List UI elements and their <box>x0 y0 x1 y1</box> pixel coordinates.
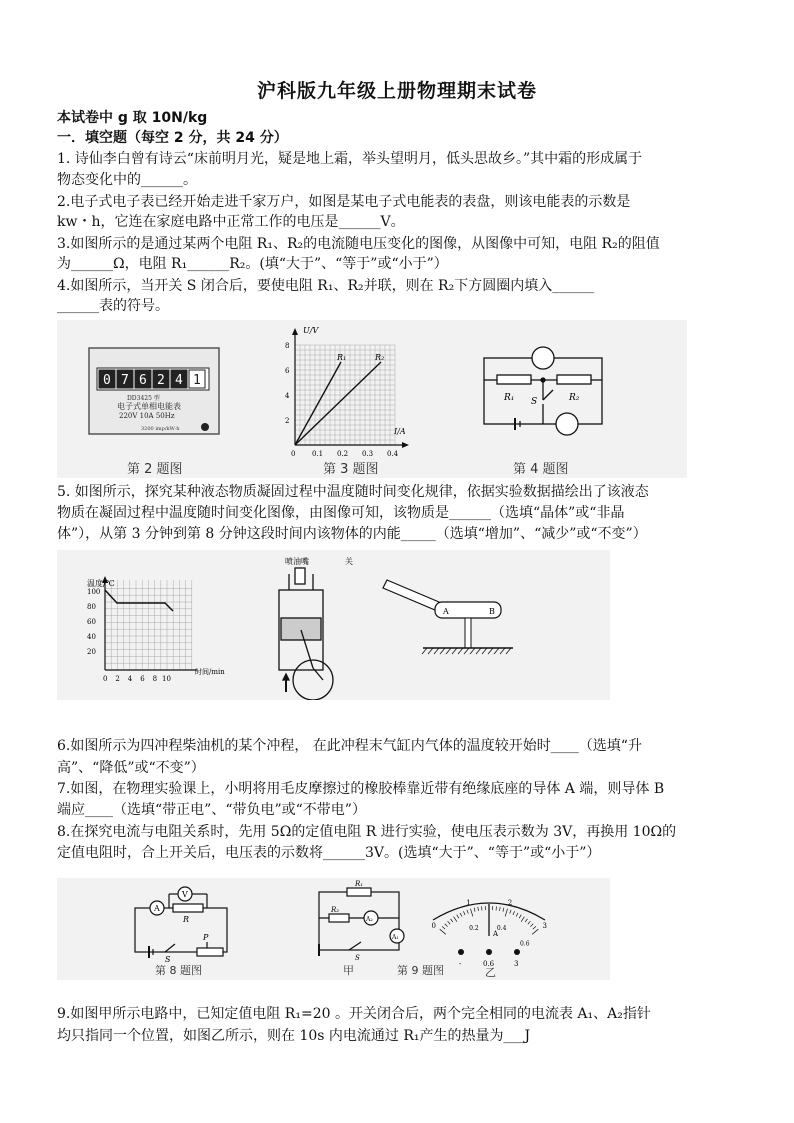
temp-ytick: 60 <box>87 618 96 626</box>
ammeter-scale-label: 3 <box>542 922 547 931</box>
graph3-xtick: 0 <box>291 450 296 458</box>
q1-line-2: 物态变化中的______。 <box>57 172 197 188</box>
exam-note: 本试卷中 g 取 10N/kg <box>57 110 208 126</box>
q4-line-1: 4.如图所示，当开关 S 闭合后，要使电阻 R₁、R₂并联，则在 R₂下方圆圈内填入______ <box>57 278 595 294</box>
meter-digit: 4 <box>175 373 183 388</box>
q9-line-1: 9.如图甲所示电路中，已知定值电阻 R₁=20 。开关闭合后，两个完全相同的电流表 A₁、A₂指针 <box>57 1006 651 1022</box>
series-line-r1 <box>295 362 341 445</box>
q3-line-2: 为______Ω，电阻 R₁______R₂。(填“大于”、“等于”或“小于”） <box>57 256 448 272</box>
circuit9-a1: A₁ <box>392 934 399 941</box>
ammeter-subscale-label: 0.2 <box>469 925 479 933</box>
circuit-fig8 <box>135 887 227 958</box>
figures-row-3 <box>57 878 610 980</box>
caption-fig4: 第 4 题图 <box>513 462 569 477</box>
temp-ytick: 20 <box>87 648 96 656</box>
conductor-end-a: A <box>443 607 449 616</box>
temp-xtick: 8 <box>152 675 158 683</box>
meter-digit: 0 <box>103 373 111 388</box>
graph3-xtick: 0.1 <box>312 450 324 458</box>
circuit8-switch: S <box>165 955 171 964</box>
ammeter-scale-label: 2 <box>507 899 513 908</box>
graph3-xtick: 0.2 <box>337 450 349 458</box>
conductor-rod-figure <box>383 580 513 654</box>
graph3-ytick: 6 <box>285 367 290 375</box>
engine-label: 喷油嘴 <box>285 557 309 566</box>
temp-xtick: 2 <box>115 675 120 683</box>
ammeter-subscale-label: 0.4 <box>496 925 507 933</box>
q5-line-1: 5. 如图所示，探究某种液态物质凝固过程中温度随时间变化规律，依据实验数据描绘出了该液态 <box>57 484 649 500</box>
graph3-ylabel: U/V <box>303 326 319 335</box>
engine-label-2: 关 <box>345 557 353 566</box>
graph3-xtick: 0.3 <box>362 450 374 458</box>
energy-meter-figure <box>89 348 219 477</box>
meter-digit: 6 <box>139 373 147 388</box>
temp-ytick: 40 <box>87 633 96 641</box>
circuit9-a2: A₂ <box>366 916 373 923</box>
temp-xlabel: 时间/min <box>195 668 225 676</box>
temp-ylabel: 温度/℃ <box>87 579 115 588</box>
meter-model: DD3425 型 <box>127 395 160 402</box>
terminal-3: 3 <box>514 960 519 968</box>
series-line-r2 <box>295 362 381 445</box>
ammeter-subscale-label: 0.6 <box>519 940 530 948</box>
meter-digit: 2 <box>157 373 165 388</box>
temp-ytick: 80 <box>87 603 96 611</box>
temp-xtick: 0 <box>103 675 108 683</box>
q1-line-1: 1. 诗仙李白曾有诗云“床前明月光，疑是地上霜，举头望明月，低头思故乡。”其中霜的形成属于 <box>57 151 643 167</box>
terminal-neg: - <box>459 960 462 968</box>
terminal-06: 0.6 <box>483 960 495 968</box>
temp-xtick: 10 <box>162 675 171 683</box>
temperature-graph <box>87 576 225 683</box>
q5-line-2: 物质在凝固过程中温度随时间变化图像，由图像可知，该物质是______（选填“晶体”或“非晶 <box>57 505 625 521</box>
q4-line-2: ______表的符号。 <box>57 298 169 314</box>
ui-graph-figure <box>285 326 409 477</box>
q2-line-2: kw・h，它连在家庭电路中正常工作的电压是______V。 <box>57 214 405 230</box>
caption-fig3: 第 3 题图 <box>323 462 379 477</box>
meter-spec: 220V 10A 50Hz <box>119 412 175 420</box>
figures-row-1 <box>57 320 687 478</box>
circuit8-ammeter: A <box>154 904 160 913</box>
temp-xtick: 6 <box>140 675 145 683</box>
meter-name: 电子式单相电能表 <box>117 402 181 411</box>
q3-line-1: 3.如图所示的是通过某两个电阻 R₁、R₂的电流随电压变化的图像，从图像中可知，电阻 R₂的阻值 <box>57 236 660 252</box>
section-heading: 一．填空题（每空 2 分，共 24 分） <box>57 130 288 146</box>
conductor-end-b: B <box>489 607 495 616</box>
q7-line-1: 7.如图，在物理实验课上，小明将用毛皮摩擦过的橡胶棒靠近带有绝缘底座的导体 A 端，则导体 B <box>57 781 665 797</box>
q9-line-2: 均只指同一个位置，如图乙所示，则在 10s 内电流通过 R₁产生的热量为___J <box>57 1028 531 1044</box>
figures-row-2 <box>57 550 610 700</box>
circuit8-slider: P <box>203 933 209 942</box>
ammeter-scale-label: 1 <box>466 899 471 908</box>
q8-line-1: 8.在探究电流与电阻关系时，先用 5Ω的定值电阻 R 进行实验，使电压表示数为 3V，再换用 10Ω的 <box>57 824 677 840</box>
caption-fig9: 第 9 题图 <box>397 964 444 977</box>
caption-fig8: 第 8 题图 <box>155 964 202 977</box>
temperature-curve <box>105 590 173 611</box>
q7-line-2: 端应____（选填“带正电”、“带负电”或“不带电”） <box>57 802 366 818</box>
circuit4-switch: S <box>531 397 538 407</box>
meter-digit: 7 <box>121 373 129 388</box>
ammeter-scale-label: 0 <box>431 922 436 931</box>
ammeter-dial <box>432 899 547 968</box>
q5-line-3: 体”），从第 3 分钟到第 8 分钟这段时间内该物体的内能_____（选填“增加”、“减少”或“不变”） <box>57 526 647 542</box>
caption-fig2: 第 2 题图 <box>127 462 183 477</box>
temp-xtick: 4 <box>127 675 133 683</box>
graph3-ytick: 4 <box>285 392 290 400</box>
diesel-engine-figure <box>279 568 333 700</box>
series-label-r2: R₂ <box>375 353 385 362</box>
meter-digit: 1 <box>193 373 201 388</box>
caption-fig9b: 乙 <box>485 966 496 979</box>
meter-constant: 3200 imp/kW·h <box>141 426 180 432</box>
graph3-ytick: 8 <box>285 342 290 350</box>
q8-line-2: 定值电阻时，合上开关后，电压表的示数将______3V。(选填“大于”、“等于”或“小于”） <box>57 845 601 861</box>
circuit8-resistor: R <box>183 915 190 924</box>
circuit-fig9 <box>319 888 404 956</box>
circuit-fig4 <box>484 347 602 435</box>
circuit9-r1: R₁ <box>355 880 364 888</box>
graph3-ytick: 2 <box>285 417 290 425</box>
graph3-xlabel: I/A <box>394 427 406 436</box>
series-label-r1: R₁ <box>337 353 347 362</box>
circuit4-r2: R₂ <box>569 393 580 403</box>
q2-line-1: 2.电子式电子表已经开始走进千家万户，如图是某电子式电能表的表盘，则该电能表的示数是 <box>57 194 631 210</box>
ammeter-unit: A <box>493 930 499 938</box>
caption-fig9a: 甲 <box>343 964 354 977</box>
circuit9-switch: S <box>355 954 360 962</box>
meter-indicator-icon <box>201 423 209 431</box>
page-title: 沪科版九年级上册物理期末试卷 <box>256 80 537 102</box>
q6-line-1: 6.如图所示为四冲程柴油机的某个冲程， 在此冲程末气缸内气体的温度较开始时____（选填“升 <box>57 738 642 754</box>
graph3-xtick: 0.4 <box>387 450 399 458</box>
circuit8-voltmeter: V <box>182 890 188 899</box>
circuit4-r1: R₁ <box>504 393 515 403</box>
circuit9-r2: R₂ <box>331 906 340 914</box>
q6-line-2: 高”、“降低”或“不变”） <box>57 760 205 776</box>
temp-ytick: 100 <box>87 588 101 596</box>
